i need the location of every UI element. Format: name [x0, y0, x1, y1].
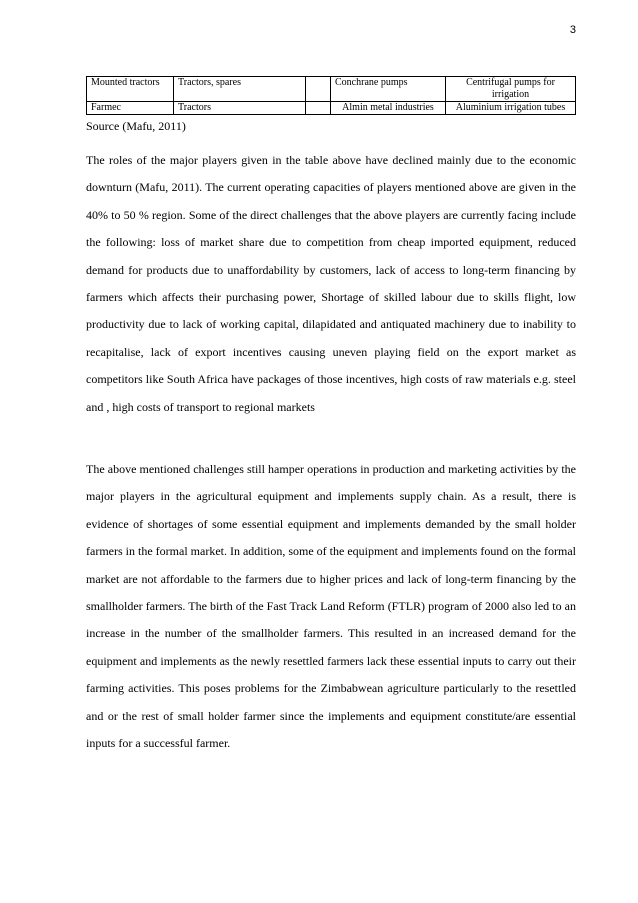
- paragraph: The above mentioned challenges still hamper operations in production and marketing activities by the major players in the agricultural equipment and implements supply chain. As a result, there is evidence of shortages of some essential equipment and implements demanded by the small holder farmers in the formal market. In addition, some of the equipment and implements found on the formal market are not affordable to the farmers due to higher prices and lack of long-term financing by the smallholder farmers. The birth of the Fast Track Land Reform (FTLR) program of 2000 also led to an increase in the number of the smallholder farmers. This resulted in an increased demand for the equipment and implements as the newly resettled farmers lack these essential inputs to carry out their farming activities. This poses problems for the Zimbabwean agriculture particularly to the resettled and or the rest of small holder farmer since the implements and equipment constitute/are essential inputs for a successful farmer.: [86, 462, 576, 751]
- equipment-table: [86, 76, 576, 115]
- paragraph: The roles of the major players given in the table above have declined mainly due to the economic downturn (Mafu, 2011). The current operating capacities of players mentioned above are given in the 40% to 50 % region. Some of the direct challenges that the above players are currently facing include the following: loss of market share due to competition from cheap imported equipment, reduced demand for products due to unaffordability by customers, lack of access to long-term financing by farmers which affects their purchasing power, Shortage of skilled labour due to skills flight, low productivity due to lack of working capital, dilapidated and antiquated machinery due to inability to recapitalise, lack of export incentives causing uneven playing field on the export market as competitors like South Africa have packages of those incentives, high costs of raw materials e.g. steel and , high costs of transport to regional markets: [86, 153, 576, 414]
- table-row: [87, 102, 576, 115]
- table-cell: Farmec: [87, 102, 174, 115]
- table-cell: Aluminium irrigation tubes: [446, 102, 576, 115]
- table-cell: Tractors, spares: [174, 77, 306, 102]
- table-cell: [306, 102, 331, 115]
- table-source: Source (Mafu, 2011): [86, 119, 186, 133]
- table-cell: Tractors: [174, 102, 306, 115]
- table-cell: Almin metal industries: [331, 102, 446, 115]
- table-cell: Centrifugal pumps for irrigation: [446, 77, 576, 102]
- table-row: [87, 77, 576, 102]
- page-number: 3: [569, 24, 576, 36]
- table-cell: [306, 77, 331, 102]
- table-cell: Conchrane pumps: [331, 77, 446, 102]
- table-cell: Mounted tractors: [87, 77, 174, 102]
